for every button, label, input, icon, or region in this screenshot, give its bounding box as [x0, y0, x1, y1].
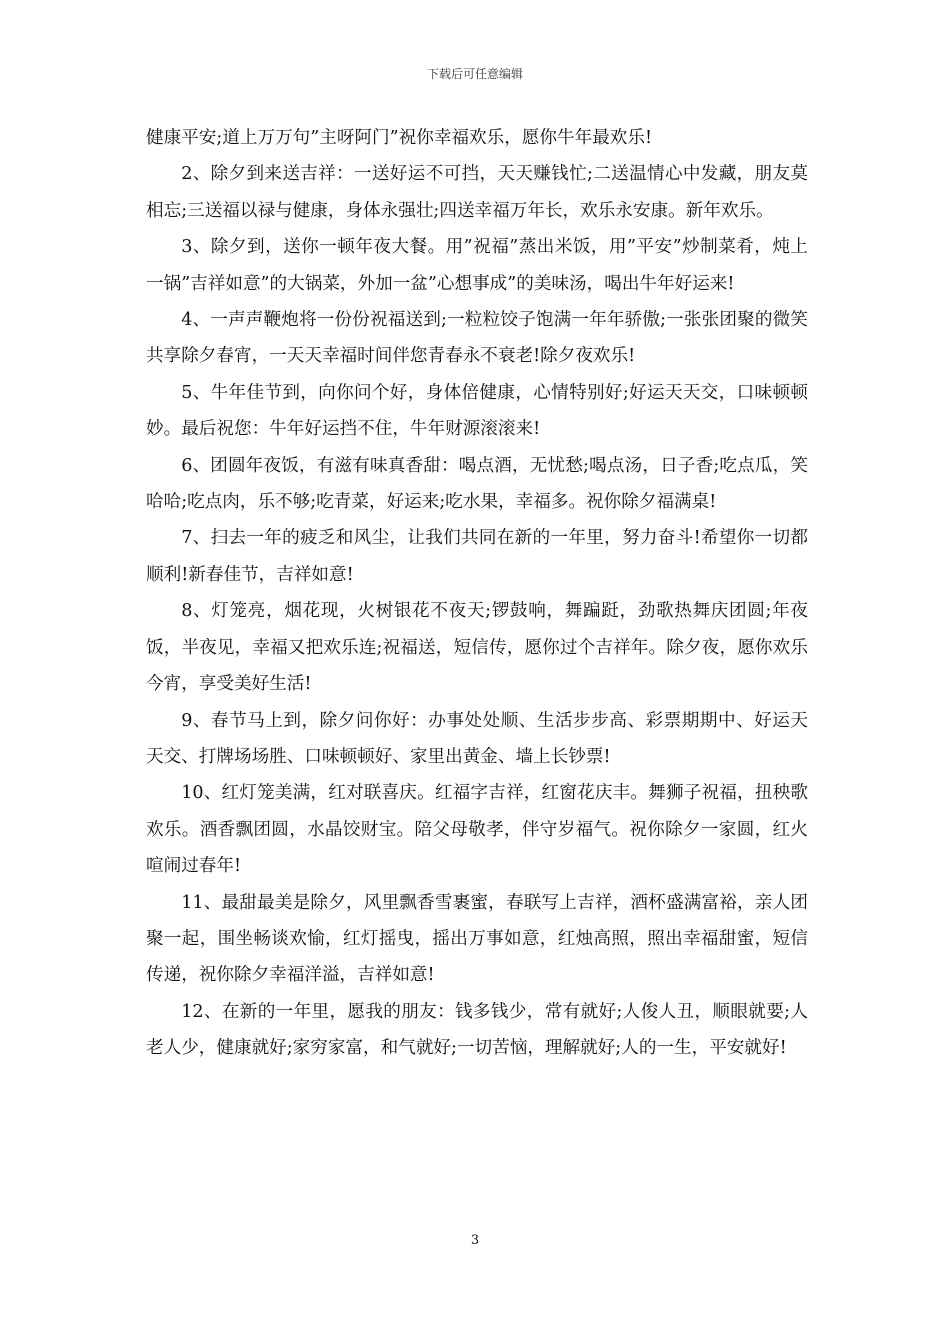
paragraph-continuation: 健康平安;道上万万句”主呀阿门”祝你幸福欢乐，愿你牛年最欢乐! [146, 128, 653, 148]
paragraph-11: 11、最甜最美是除夕，风里飘香雪裹蜜，春联写上吉祥，酒杯盛满富裕，亲人团聚一起，围坐畅谈欢愉，红灯摇曳，摇出万事如意，红烛高照，照出幸福甜蜜，短信传递，祝你除夕幸福洋溢，吉祥如意! [146, 892, 808, 986]
paragraph-5: 5、牛年佳节到，向你问个好，身体倍健康，心情特别好;好运天天交，口味顿顿妙。最后祝您：牛年好运挡不住，牛年财源滚滚来! [146, 382, 808, 440]
paragraph-8: 8、灯笼亮，烟花现，火树银花不夜天;锣鼓响，舞蹁跹，劲歌热舞庆团圆;年夜饭，半夜见，幸福又把欢乐连;祝福送，短信传，愿你过个吉祥年。除夕夜，愿你欢乐今宵，享受美好生活! [146, 601, 808, 695]
page-header: 下载后可任意编辑 [426, 67, 523, 81]
paragraph-3: 3、除夕到，送你一顿年夜大餐。用”祝福”蒸出米饭，用”平安”炒制菜肴，炖上一锅”吉祥如意”的大锅菜，外加一盆”心想事成”的美味汤，喝出牛年好运来! [146, 237, 808, 294]
paragraph-9: 9、春节马上到，除夕问你好：办事处处顺、生活步步高、彩票期期中、好运天天交、打牌场场胜、口味顿顿好、家里出黄金、墙上长钞票! [146, 710, 808, 767]
document-body [146, 120, 808, 1067]
paragraph-12: 12、在新的一年里，愿我的朋友：钱多钱少，常有就好;人俊人丑，顺眼就要;人老人少，健康就好;家穷家富，和气就好;一切苦恼，理解就好;人的一生，平安就好! [146, 1001, 808, 1059]
page-number: 3 [470, 1233, 480, 1248]
paragraph-7: 7、扫去一年的疲乏和风尘，让我们共同在新的一年里，努力奋斗!希望你一切都顺利!新春佳节，吉祥如意! [146, 528, 808, 585]
paragraph-6: 6、团圆年夜饭，有滋有味真香甜：喝点酒，无忧愁;喝点汤，日子香;吃点瓜，笑哈哈;吃点肉，乐不够;吃青菜，好运来;吃水果，幸福多。祝你除夕福满桌! [146, 455, 808, 513]
paragraph-10: 10、红灯笼美满，红对联喜庆。红福字吉祥，红窗花庆丰。舞狮子祝福，扭秧歌欢乐。酒香飘团圆，水晶饺财宝。陪父母敬孝，伴守岁福气。祝你除夕一家圆，红火喧闹过春年! [146, 783, 808, 877]
paragraph-4: 4、一声声鞭炮将一份份祝福送到;一粒粒饺子饱满一年年骄傲;一张张团聚的微笑共享除夕春宵，一天天幸福时间伴您青春永不衰老!除夕夜欢乐! [146, 310, 808, 367]
paragraph-2: 2、除夕到来送吉祥：一送好运不可挡，天天赚钱忙;二送温情心中发藏，朋友莫相忘;三送福以禄与健康，身体永强壮;四送幸福万年长，欢乐永安康。新年欢乐。 [146, 164, 808, 221]
